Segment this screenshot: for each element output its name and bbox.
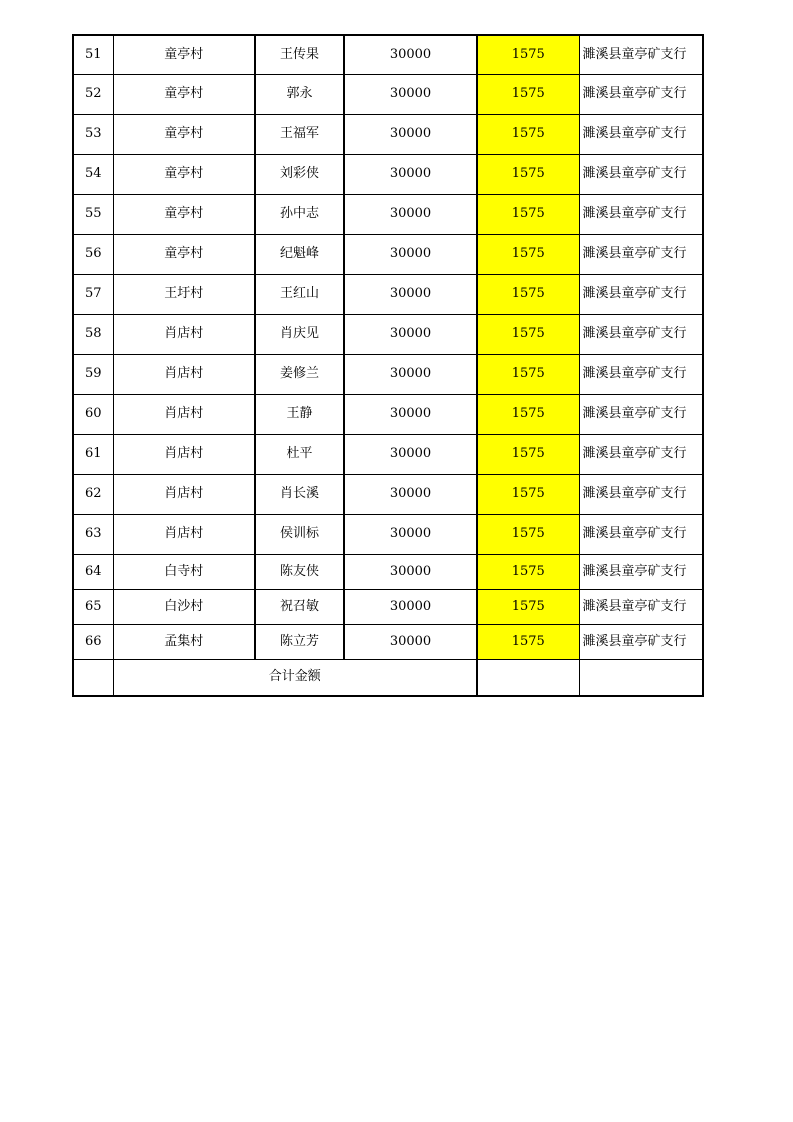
subsidy-cell: 1575 [477, 394, 579, 434]
loan-amount-cell: 30000 [344, 434, 477, 474]
name-cell: 肖庆见 [255, 314, 344, 354]
bank-cell: 濉溪县童亭矿支行 [579, 589, 703, 624]
table-row [73, 514, 703, 554]
name-cell: 陈友侠 [255, 554, 344, 589]
subsidy-cell: 1575 [477, 314, 579, 354]
table-row [73, 354, 703, 394]
row-number-cell: 55 [73, 194, 113, 234]
name-cell: 孙中志 [255, 194, 344, 234]
loan-amount-cell: 30000 [344, 589, 477, 624]
bank-cell: 濉溪县童亭矿支行 [579, 314, 703, 354]
table-row [73, 394, 703, 434]
loan-amount-cell: 30000 [344, 274, 477, 314]
name-cell: 王静 [255, 394, 344, 434]
table-row [73, 234, 703, 274]
village-cell: 童亭村 [113, 154, 255, 194]
subsidy-cell: 1575 [477, 354, 579, 394]
village-cell: 白寺村 [113, 554, 255, 589]
table-row [73, 154, 703, 194]
row-number-cell: 58 [73, 314, 113, 354]
row-number-cell: 66 [73, 624, 113, 659]
village-cell: 肖店村 [113, 434, 255, 474]
bank-cell: 濉溪县童亭矿支行 [579, 74, 703, 114]
loan-table-body [73, 35, 703, 696]
bank-cell: 濉溪县童亭矿支行 [579, 234, 703, 274]
row-number-cell: 51 [73, 35, 113, 74]
village-cell: 肖店村 [113, 514, 255, 554]
subsidy-cell: 1575 [477, 194, 579, 234]
row-number-cell: 57 [73, 274, 113, 314]
name-cell: 王传果 [255, 35, 344, 74]
name-cell: 刘彩侠 [255, 154, 344, 194]
total-row [73, 659, 703, 696]
bank-cell: 濉溪县童亭矿支行 [579, 154, 703, 194]
name-cell: 郭永 [255, 74, 344, 114]
subsidy-cell: 1575 [477, 114, 579, 154]
table-row [73, 114, 703, 154]
table-row [73, 35, 703, 74]
bank-cell: 濉溪县童亭矿支行 [579, 624, 703, 659]
bank-cell: 濉溪县童亭矿支行 [579, 554, 703, 589]
name-cell: 陈立芳 [255, 624, 344, 659]
village-cell: 肖店村 [113, 394, 255, 434]
row-number-cell: 56 [73, 234, 113, 274]
row-number-cell: 53 [73, 114, 113, 154]
row-number-cell: 63 [73, 514, 113, 554]
row-number-cell: 60 [73, 394, 113, 434]
bank-cell: 濉溪县童亭矿支行 [579, 394, 703, 434]
bank-cell: 濉溪县童亭矿支行 [579, 114, 703, 154]
total-label: 合计金额 [113, 659, 477, 696]
subsidy-cell: 1575 [477, 589, 579, 624]
row-number-cell: 54 [73, 154, 113, 194]
village-cell: 童亭村 [113, 74, 255, 114]
row-number-cell: 64 [73, 554, 113, 589]
subsidy-cell: 1575 [477, 554, 579, 589]
subsidy-cell: 1575 [477, 474, 579, 514]
bank-cell: 濉溪县童亭矿支行 [579, 35, 703, 74]
row-number-cell: 59 [73, 354, 113, 394]
subsidy-cell: 1575 [477, 434, 579, 474]
name-cell: 肖长溪 [255, 474, 344, 514]
name-cell: 王福军 [255, 114, 344, 154]
village-cell: 童亭村 [113, 194, 255, 234]
name-cell: 杜平 [255, 434, 344, 474]
subsidy-cell: 1575 [477, 234, 579, 274]
row-number-cell: 62 [73, 474, 113, 514]
name-cell: 姜修兰 [255, 354, 344, 394]
name-cell: 纪魁峰 [255, 234, 344, 274]
loan-amount-cell: 30000 [344, 114, 477, 154]
village-cell: 童亭村 [113, 114, 255, 154]
table-row [73, 74, 703, 114]
subsidy-cell: 1575 [477, 35, 579, 74]
total-subsidy-cell [477, 659, 579, 696]
subsidy-cell: 1575 [477, 514, 579, 554]
loan-amount-cell: 30000 [344, 74, 477, 114]
bank-cell: 濉溪县童亭矿支行 [579, 514, 703, 554]
village-cell: 肖店村 [113, 314, 255, 354]
bank-cell: 濉溪县童亭矿支行 [579, 474, 703, 514]
row-number-cell: 65 [73, 589, 113, 624]
loan-table [72, 34, 704, 697]
loan-amount-cell: 30000 [344, 624, 477, 659]
name-cell: 祝召敏 [255, 589, 344, 624]
table-row [73, 434, 703, 474]
bank-cell: 濉溪县童亭矿支行 [579, 354, 703, 394]
table-row [73, 274, 703, 314]
loan-amount-cell: 30000 [344, 234, 477, 274]
village-cell: 孟集村 [113, 624, 255, 659]
table-row [73, 624, 703, 659]
loan-amount-cell: 30000 [344, 554, 477, 589]
table-row [73, 554, 703, 589]
table-row [73, 194, 703, 234]
row-number-cell: 61 [73, 434, 113, 474]
subsidy-cell: 1575 [477, 274, 579, 314]
loan-amount-cell: 30000 [344, 474, 477, 514]
loan-amount-cell: 30000 [344, 394, 477, 434]
loan-amount-cell: 30000 [344, 514, 477, 554]
row-number-cell: 52 [73, 74, 113, 114]
subsidy-cell: 1575 [477, 154, 579, 194]
village-cell: 肖店村 [113, 354, 255, 394]
table-row [73, 589, 703, 624]
loan-amount-cell: 30000 [344, 314, 477, 354]
village-cell: 童亭村 [113, 35, 255, 74]
subsidy-cell: 1575 [477, 74, 579, 114]
village-cell: 肖店村 [113, 474, 255, 514]
loan-amount-cell: 30000 [344, 35, 477, 74]
bank-cell: 濉溪县童亭矿支行 [579, 194, 703, 234]
village-cell: 童亭村 [113, 234, 255, 274]
total-bank-cell [579, 659, 703, 696]
loan-amount-cell: 30000 [344, 154, 477, 194]
bank-cell: 濉溪县童亭矿支行 [579, 274, 703, 314]
total-row-blank-cell [73, 659, 113, 696]
name-cell: 王红山 [255, 274, 344, 314]
village-cell: 白沙村 [113, 589, 255, 624]
table-row [73, 314, 703, 354]
name-cell: 侯训标 [255, 514, 344, 554]
loan-amount-cell: 30000 [344, 354, 477, 394]
bank-cell: 濉溪县童亭矿支行 [579, 434, 703, 474]
table-row [73, 474, 703, 514]
subsidy-cell: 1575 [477, 624, 579, 659]
village-cell: 王圩村 [113, 274, 255, 314]
loan-amount-cell: 30000 [344, 194, 477, 234]
